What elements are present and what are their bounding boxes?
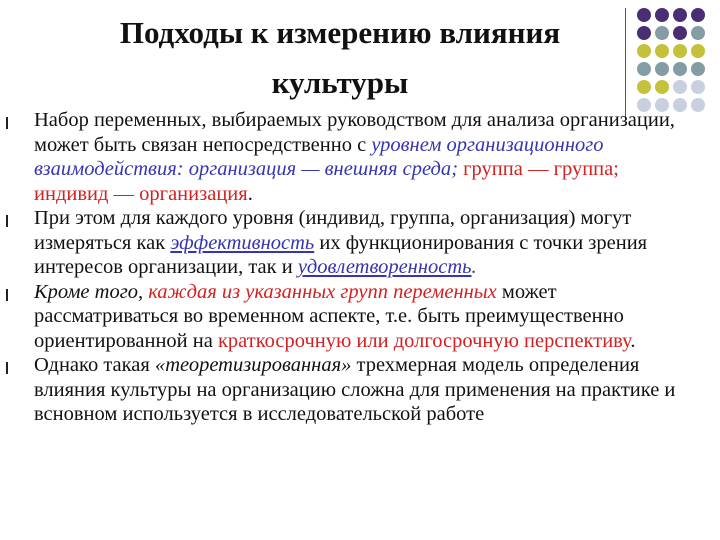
highlight-group-levels: группа — группа; индивид — организация — [34, 158, 619, 205]
highlight-org-environment: организация — внешняя среда — [188, 158, 452, 180]
punctuation: ; — [451, 158, 464, 180]
decorative-dot — [637, 26, 651, 40]
punctuation: . — [471, 256, 477, 278]
decorative-dot — [655, 8, 669, 22]
decorative-dot — [673, 44, 687, 58]
decorative-dot — [691, 44, 705, 58]
decorative-dot — [637, 80, 651, 94]
highlight-variable-groups: каждая из указанных групп переменных — [148, 280, 497, 303]
decorative-dot — [691, 80, 705, 94]
title-line-1: Подходы к измерению влияния — [119, 15, 561, 50]
decorative-dot — [637, 8, 651, 22]
bullet-item-time-aspect — [6, 280, 696, 354]
highlight-satisfaction: удовлетворенность — [297, 256, 472, 278]
bullet-marker — [6, 362, 8, 374]
title-line-2: культуры — [271, 65, 409, 100]
decorative-dot — [637, 44, 651, 58]
decorative-dot — [673, 62, 687, 76]
punctuation: . — [630, 329, 636, 352]
decorative-dot — [691, 62, 705, 76]
decorative-dot — [691, 26, 705, 40]
bullet-text: Кроме того, — [34, 280, 149, 303]
bullet-item-model — [6, 353, 696, 427]
bullet-text: Однако такая — [34, 354, 155, 376]
bullet-marker — [6, 289, 8, 301]
bullet-list — [6, 108, 696, 427]
decorative-dot — [691, 8, 705, 22]
decorative-dot — [655, 62, 669, 76]
decorative-divider — [625, 8, 626, 120]
decorative-dot — [655, 80, 669, 94]
slide-title — [60, 8, 620, 108]
punctuation: : — [176, 158, 189, 180]
bullet-item-levels — [6, 108, 696, 206]
decorative-dot — [673, 26, 687, 40]
bullet-text: может рассматриваться во временном аспекте, т.е. быть преимущественно ориентированной на — [34, 280, 624, 352]
highlight-perspective: краткосрочную или долгосрочную перспективу — [217, 329, 631, 352]
bullet-text: их функционирования с точки зрения интересов организации, так и — [34, 231, 648, 278]
bullet-marker — [6, 215, 8, 227]
highlight-effectiveness: эффективность — [170, 231, 315, 254]
decorative-dot — [673, 8, 687, 22]
bullet-item-effectiveness — [6, 206, 696, 280]
highlight-theorized: «теоретизированная» — [154, 354, 352, 376]
highlight-interaction-level: уровнем организационного взаимодействия — [34, 133, 604, 180]
decorative-dot — [655, 26, 669, 40]
punctuation: . — [247, 182, 253, 205]
decorative-dot — [673, 80, 687, 94]
bullet-text: Набор переменных, выбираемых руководством для анализа организации, может быть связан непосредственно с — [34, 109, 675, 156]
bullet-text: трехмерная модель определения влияния культуры на организацию сложна для применения на практике и всновном используется в исследовательской работе — [34, 354, 676, 425]
decorative-dot — [655, 44, 669, 58]
decorative-dot — [637, 62, 651, 76]
bullet-marker — [6, 117, 8, 129]
decorative-dot-grid — [637, 8, 717, 112]
bullet-text: При этом для каждого уровня (индивид, группа, организация) могут измеряться как — [34, 207, 632, 254]
